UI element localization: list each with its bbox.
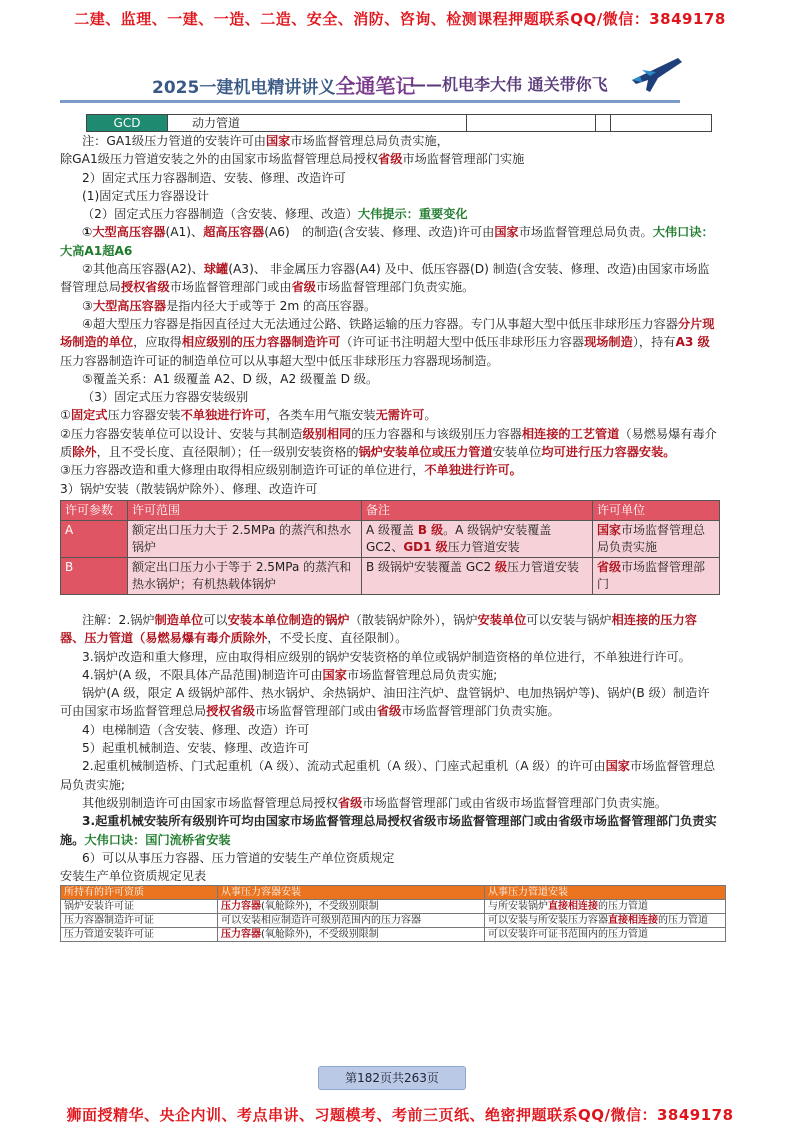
pipe-cell: 可以安装与所安装压力容器直接相连接的压力管道 (485, 914, 726, 928)
paragraph-4: ④超大型压力容器是指因直径过大无法通过公路、铁路运输的压力容器。专门从事超大型中低压非球形压力容器分片现场制造的单位，应取得相应级别的压力容器制造许可（许可证书注明超大型中低压非球形压力容器现场制造），持有A3 级压力容器制造许可证的制造单位可以从事超大型中低压非球形压力容器现场制造。 (60, 316, 715, 368)
header-title-big: 全通笔记 (335, 74, 416, 98)
install-item-3: ③压力容器改造和重大修理由取得相应级别制造许可证的单位进行，不单独进行许可。 (60, 463, 522, 478)
crane-item-2: 2.起重机械制造桥、门式起重机（A 级）、流动式起重机（A 级）、门座式起重机（A 级）的许可由国家市场监督管理总局负责实施; (60, 759, 716, 792)
note-ga1: 注：GA1级压力管道的安装许可由国家市场监督管理总局负责实施， (82, 134, 449, 148)
gcd-cell-4 (596, 115, 611, 131)
subsection-2-1: (1)固定式压力容器设计 (82, 188, 209, 203)
table-header-cell: 备注 (362, 500, 593, 520)
paragraph-2: ②其他高压容器(A2)、球罐(A3)、 非金属压力容器(A4) 及中、低压容器(D) 制造(含安装、修理、改造)由国家市场监督管理总局授权省级市场监督管理部门或由省级市场监督管理部门负责实施。 (60, 262, 710, 295)
section-4-heading: 4）电梯制造（含安装、修理、改造）许可 (82, 722, 310, 737)
gcd-cell-5 (611, 115, 711, 131)
table-header-row (61, 500, 720, 520)
gcd-row (86, 114, 712, 132)
section-2-heading: 2）固定式压力容器制造、安装、修理、改造许可 (82, 170, 346, 185)
table-row (61, 557, 720, 594)
note-cell: B 级锅炉安装覆盖 GC2 级压力管道安装 (362, 557, 593, 594)
table-header-cell: 从事压力容器安装 (218, 886, 485, 900)
range-cell: 额定出口压力大于 2.5MPa 的蒸汽和热水锅炉 (128, 520, 362, 557)
page-number-indicator: 第182页共263页 (318, 1066, 466, 1090)
install-qualification-table (60, 885, 726, 942)
table-header-cell: 所持有的许可资质 (61, 886, 218, 900)
license-cell: 锅炉安装许可证 (61, 900, 218, 914)
table-header-cell: 从事压力管道安装 (485, 886, 726, 900)
table2-title: 安装生产单位资质规定见表 (60, 869, 207, 884)
note-cell: A 级覆盖 B 级。A 级锅炉安装覆盖 GC2、GD1 级压力管道安装 (362, 520, 593, 557)
airplane-icon (628, 50, 684, 94)
section-3-heading: 3）锅炉安装（散装锅炉除外）、修理、改造许可 (60, 481, 318, 496)
annotation-2: 注解：2.锅炉制造单位可以安装本单位制造的锅炉（散装锅炉除外），锅炉安装单位可以安装与锅炉相连接的压力容器、压力管道（易燃易爆有毒介质除外，不受长度、直径限制）。 (60, 612, 697, 646)
bottom-contact-banner: 狮面授精华、央企内训、考点串讲、习题模考、考前三页纸、绝密押题联系QQ/微信：3849178 (66, 1106, 734, 1124)
annotation-3: 3.锅炉改造和重大修理，应由取得相应级别的锅炉安装资格的单位或锅炉制造资格的单位进行，不单独进行许可。 (82, 649, 691, 664)
note-other-pipes: 除GA1级压力管道安装之外的由国家市场监督管理总局授权省级市场监督管理部门实施 (60, 152, 525, 167)
header-divider (60, 100, 680, 103)
install-item-2: ②压力容器安装单位可以设计、安装与其制造级别相同的压力容器和与该级别压力容器相连接的工艺管道（易燃易爆有毒介质除外，且不受长度、直径限制）；任一级别安装资格的锅炉安装单位或压力管道安装单位均可进行压力容器安装。 (60, 426, 717, 460)
unit-cell: 省级市场监督管理部门 (593, 557, 720, 594)
pipe-cell: 与所安装锅炉直接相连接的压力管道 (485, 900, 726, 914)
header-title-prefix: 2025一建机电精讲讲义 (152, 78, 336, 98)
top-contact-banner: 二建、监理、一建、一造、二造、安全、消防、咨询、检测课程押题联系QQ/微信：3849178 (74, 10, 726, 28)
license-cell: 压力管道安装许可证 (61, 928, 218, 942)
vessel-cell: 可以安装相应制造许可级别范围内的压力容器 (218, 914, 485, 928)
paragraph-3: ③大型高压容器是指内径大于或等于 2m 的高压容器。 (82, 298, 377, 313)
document-body (60, 114, 720, 942)
boiler-license-table (60, 500, 720, 595)
gcd-cell-3 (467, 115, 596, 131)
param-cell: A (61, 520, 128, 557)
header-slogan: ——机电李大伟 通关带你飞 (410, 75, 608, 94)
section-6-heading: 6）可以从事压力容器、压力管道的安装生产单位资质规定 (82, 850, 395, 865)
gcd-code: GCD (87, 115, 168, 131)
pipe-cell: 可以安装许可证书范围内的压力管道 (485, 928, 726, 942)
table-row (61, 520, 720, 557)
crane-item-other: 其他级别制造许可由国家市场监督管理总局授权省级市场监督管理部门或由省级市场监督管理部门负责实施。 (82, 795, 667, 810)
table-row (61, 914, 726, 928)
table-header-cell: 许可参数 (61, 500, 128, 520)
annotation-4: 4.锅炉(A 级，不限具体产品范围)制造许可由国家市场监督管理总局负责实施; (82, 667, 498, 682)
range-cell: 额定出口压力小于等于 2.5MPa 的蒸汽和热水锅炉；有机热载体锅炉 (128, 557, 362, 594)
table-header-cell: 许可单位 (593, 500, 720, 520)
subsection-2-2: （2）固定式压力容器制造（含安装、修理、改造）大伟提示：重要变化 (82, 207, 468, 222)
license-cell: 压力容器制造许可证 (61, 914, 218, 928)
table-row (61, 900, 726, 914)
table-row (61, 928, 726, 942)
vessel-cell: 压力容器(氧舱除外)，不受级别限制 (218, 900, 485, 914)
install-item-1: ①固定式压力容器安装不单独进行许可，各类车用气瓶安装无需许可。 (60, 408, 437, 423)
section-5-heading: 5）起重机械制造、安装、修理、改造许可 (82, 741, 310, 756)
annotation-4b: 锅炉(A 级，限定 A 级锅炉部件、热水锅炉、余热锅炉、油田注汽炉、盘管锅炉、电加热锅炉等)、锅炉(B 级）制造许可由国家市场监督管理总局授权省级市场监督管理部门或由省级市场监督管理部门负责实施。 (60, 686, 710, 719)
header-title (152, 70, 415, 99)
param-cell: B (61, 557, 128, 594)
crane-item-3: 3.起重机械安装所有级别许可均由国家市场监督管理总局授权省级市场监督管理部门或由省级市场监督管理部门负责实施。大伟口诀：国门流桥省安装 (60, 814, 717, 847)
vessel-cell: 压力容器(氧舱除外)，不受级别限制 (218, 928, 485, 942)
paragraph-5: ⑤覆盖关系：A1 级覆盖 A2、D 级，A2 级覆盖 D 级。 (82, 371, 379, 386)
gcd-name: 动力管道 (168, 115, 467, 131)
table-header-cell: 许可范围 (128, 500, 362, 520)
unit-cell: 国家市场监督管理总局负责实施 (593, 520, 720, 557)
paragraph-1: ①大型高压容器(A1)、超高压容器(A6) 的制造(含安装、修理、改造)许可由国家市场监督管理总局负责。大伟口诀：大高A1超A6 (60, 225, 714, 258)
subsection-2-3: （3）固定式压力容器安装级别 (82, 390, 249, 405)
table-header-row (61, 886, 726, 900)
